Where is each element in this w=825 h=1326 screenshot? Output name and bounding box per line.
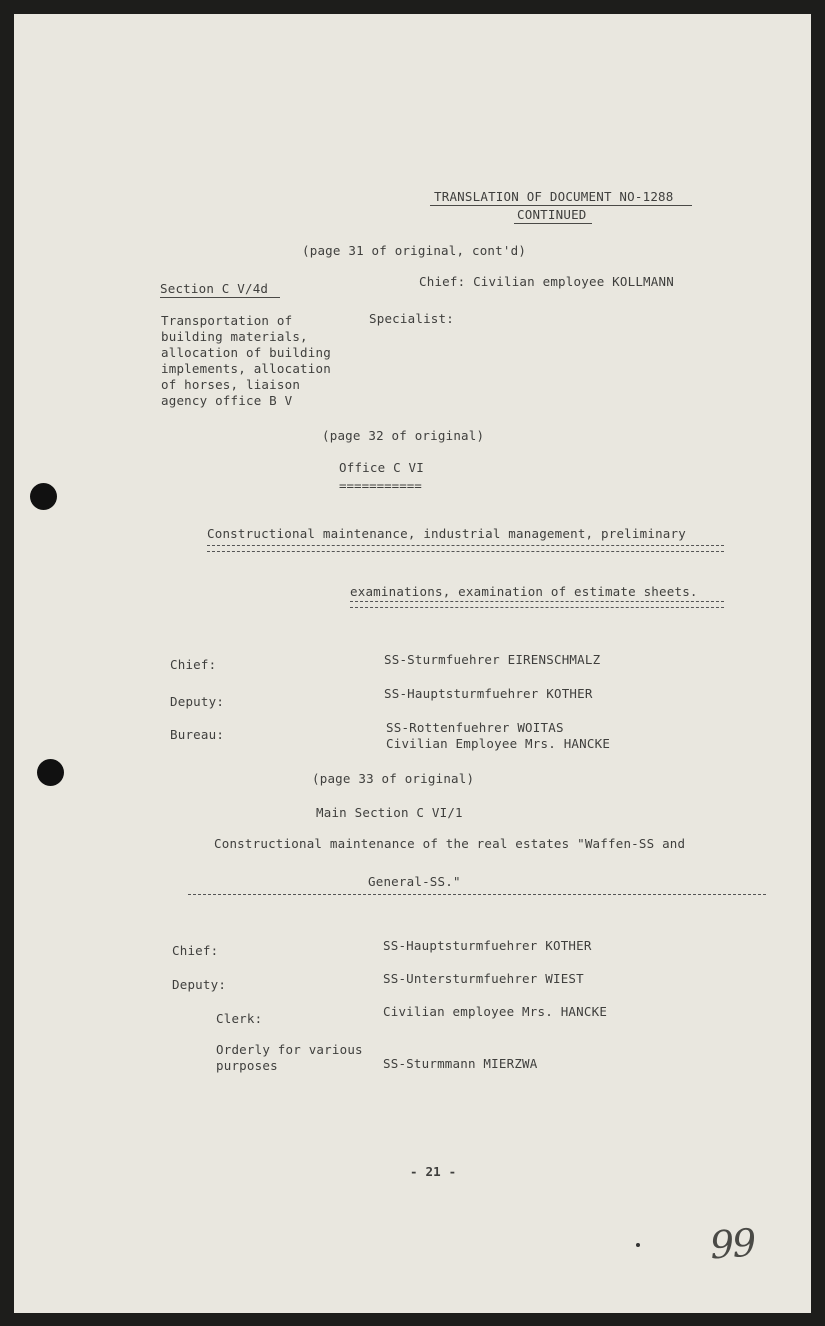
main-chief-label: Chief: — [172, 943, 219, 958]
description-line: agency office B V — [161, 393, 293, 408]
office-title: Office C VI — [339, 460, 424, 475]
description-line: building materials, — [161, 329, 308, 344]
section-description — [161, 313, 331, 409]
header-title: TRANSLATION OF DOCUMENT NO-1288 — [434, 189, 674, 204]
office-bureau-label: Bureau: — [170, 727, 225, 742]
section-specialist: Specialist: — [369, 311, 454, 326]
header-continued: CONTINUED — [517, 207, 587, 222]
section-title-rule — [160, 297, 280, 298]
description-line: of horses, liaison — [161, 377, 301, 392]
office-bureau-name-2: Civilian Employee Mrs. HANCKE — [386, 736, 611, 751]
main-orderly-name: SS-Sturmmann MIERZWA — [383, 1056, 538, 1071]
page-note-32: (page 32 of original) — [322, 428, 485, 443]
office-deputy-name: SS-Hauptsturmfuehrer KOTHER — [384, 686, 593, 701]
main-section-rule — [188, 894, 766, 895]
description-line: implements, allocation — [161, 361, 331, 376]
section-chief: Chief: Civilian employee KOLLMANN — [419, 274, 674, 289]
office-description-1-underline — [207, 545, 724, 552]
main-chief-name: SS-Hauptsturmfuehrer KOTHER — [383, 938, 592, 953]
main-orderly-label-1: Orderly for various — [216, 1042, 363, 1057]
main-section-description-1: Constructional maintenance of the real estates "Waffen-SS and — [214, 836, 686, 851]
main-section-description-2: General-SS." — [368, 874, 461, 889]
main-deputy-label: Deputy: — [172, 977, 227, 992]
main-orderly-label-2: purposes — [216, 1058, 278, 1073]
office-description-1: Constructional maintenance, industrial management, preliminary — [207, 526, 686, 541]
page-number: - 21 - — [410, 1164, 457, 1179]
office-description-2-underline — [350, 601, 724, 608]
handwritten-page-number: 99 — [708, 1220, 756, 1268]
page-note-31: (page 31 of original, cont'd) — [302, 243, 527, 258]
office-description-2: examinations, examination of estimate sheets. — [350, 584, 698, 599]
page-note-33: (page 33 of original) — [312, 771, 475, 786]
office-title-underline: =========== — [339, 478, 422, 493]
main-section-title: Main Section C VI/1 — [316, 805, 463, 820]
main-deputy-name: SS-Untersturmfuehrer WIEST — [383, 971, 584, 986]
office-chief-name: SS-Sturmfuehrer EIRENSCHMALZ — [384, 652, 601, 667]
description-line: allocation of building — [161, 345, 331, 360]
header-rule — [430, 205, 692, 206]
ink-speck — [636, 1243, 640, 1247]
section-title: Section C V/4d — [160, 281, 269, 296]
main-clerk-label: Clerk: — [216, 1011, 263, 1026]
office-deputy-label: Deputy: — [170, 694, 225, 709]
office-chief-label: Chief: — [170, 657, 217, 672]
main-clerk-name: Civilian employee Mrs. HANCKE — [383, 1004, 608, 1019]
punch-hole-top — [30, 483, 57, 510]
punch-hole-bottom — [37, 759, 64, 786]
description-line: Transportation of — [161, 313, 293, 328]
office-bureau-name-1: SS-Rottenfuehrer WOITAS — [386, 720, 564, 735]
header-rule-2 — [514, 223, 592, 224]
